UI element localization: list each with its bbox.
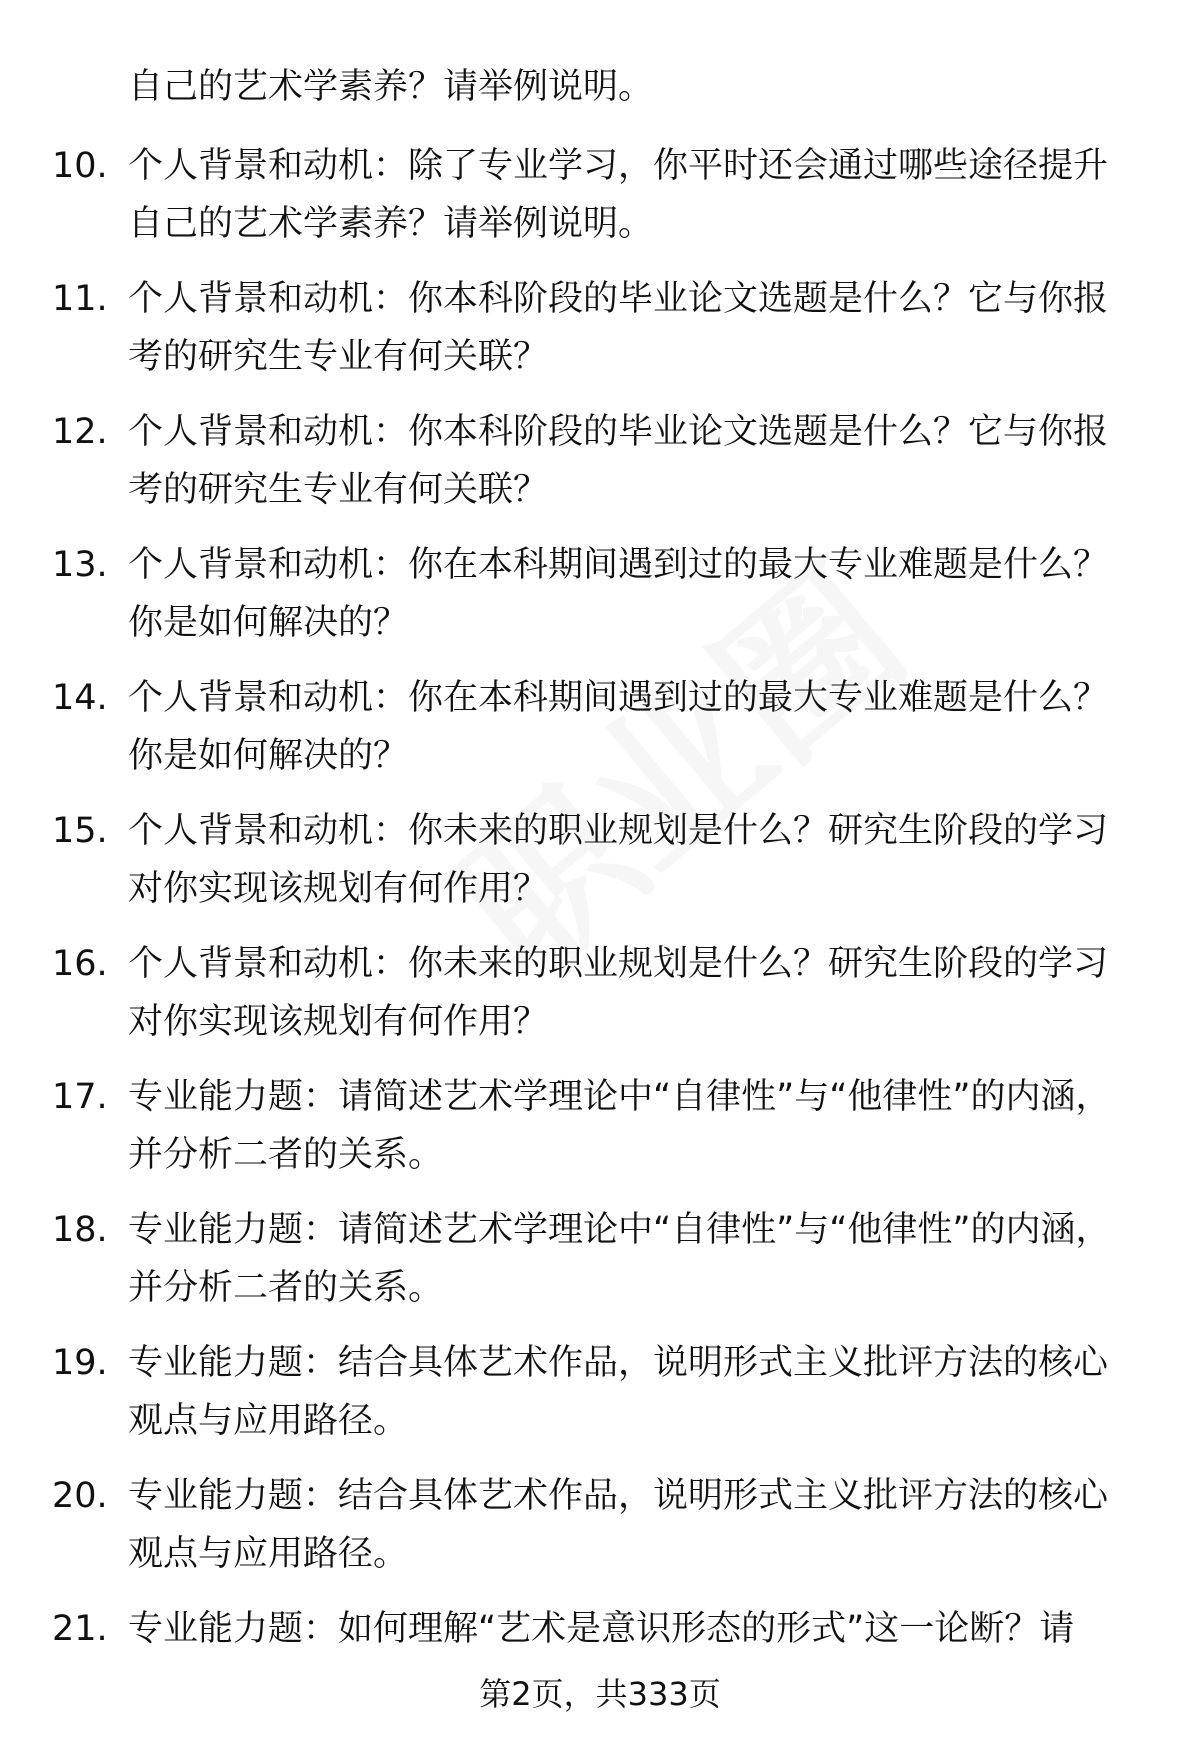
question-text: 专业能力题：结合具体艺术作品，说明形式主义批评方法的核心观点与应用路径。 <box>128 1476 1109 1574</box>
question-number: 10. <box>52 146 108 186</box>
question-number: 16. <box>52 944 108 984</box>
question-number: 21. <box>52 1609 108 1649</box>
question-text: 个人背景和动机：你在本科期间遇到过的最大专业难题是什么？你是如何解决的？ <box>128 545 1109 643</box>
question-number: 13. <box>52 545 108 585</box>
list-item <box>0 536 1200 669</box>
list-item <box>0 403 1200 536</box>
list-item <box>0 935 1200 1068</box>
list-item <box>0 1068 1200 1201</box>
question-text: 专业能力题：请简述艺术学理论中“自律性”与“他律性”的内涵，并分析二者的关系。 <box>128 1077 1111 1175</box>
question-number: 18. <box>52 1210 108 1250</box>
continuation-text: 自己的艺术学素养？请举例说明。 <box>128 67 654 107</box>
question-number: 11. <box>52 279 108 319</box>
list-item <box>0 802 1200 935</box>
list-item <box>0 1467 1200 1600</box>
list-item <box>0 669 1200 802</box>
list-item <box>0 137 1200 270</box>
question-number: 19. <box>52 1343 108 1383</box>
question-number: 15. <box>52 811 108 851</box>
question-text: 个人背景和动机：除了专业学习，你平时还会通过哪些途径提升自己的艺术学素养？请举例说明。 <box>128 146 1109 244</box>
list-item <box>0 1201 1200 1334</box>
question-list <box>0 137 1200 1733</box>
question-number: 14. <box>52 678 108 718</box>
question-number: 17. <box>52 1077 108 1117</box>
question-text: 个人背景和动机：你本科阶段的毕业论文选题是什么？它与你报考的研究生专业有何关联？ <box>128 412 1109 510</box>
question-number: 12. <box>52 412 108 452</box>
question-text: 专业能力题：请简述艺术学理论中“自律性”与“他律性”的内涵，并分析二者的关系。 <box>128 1210 1111 1308</box>
page-footer: 第2页，共333页 <box>479 1675 721 1713</box>
question-number: 20. <box>52 1476 108 1516</box>
list-item <box>0 270 1200 403</box>
question-text: 专业能力题：结合具体艺术作品，说明形式主义批评方法的核心观点与应用路径。 <box>128 1343 1109 1441</box>
list-item <box>0 1334 1200 1467</box>
question-text: 个人背景和动机：你未来的职业规划是什么？研究生阶段的学习对你实现该规划有何作用？ <box>128 811 1109 909</box>
question-text: 个人背景和动机：你在本科期间遇到过的最大专业难题是什么？你是如何解决的？ <box>128 678 1109 776</box>
question-text: 个人背景和动机：你未来的职业规划是什么？研究生阶段的学习对你实现该规划有何作用？ <box>128 944 1109 1042</box>
question-text: 专业能力题：如何理解“艺术是意识形态的形式”这一论断？请 <box>128 1609 1075 1649</box>
question-text: 个人背景和动机：你本科阶段的毕业论文选题是什么？它与你报考的研究生专业有何关联？ <box>128 279 1109 377</box>
